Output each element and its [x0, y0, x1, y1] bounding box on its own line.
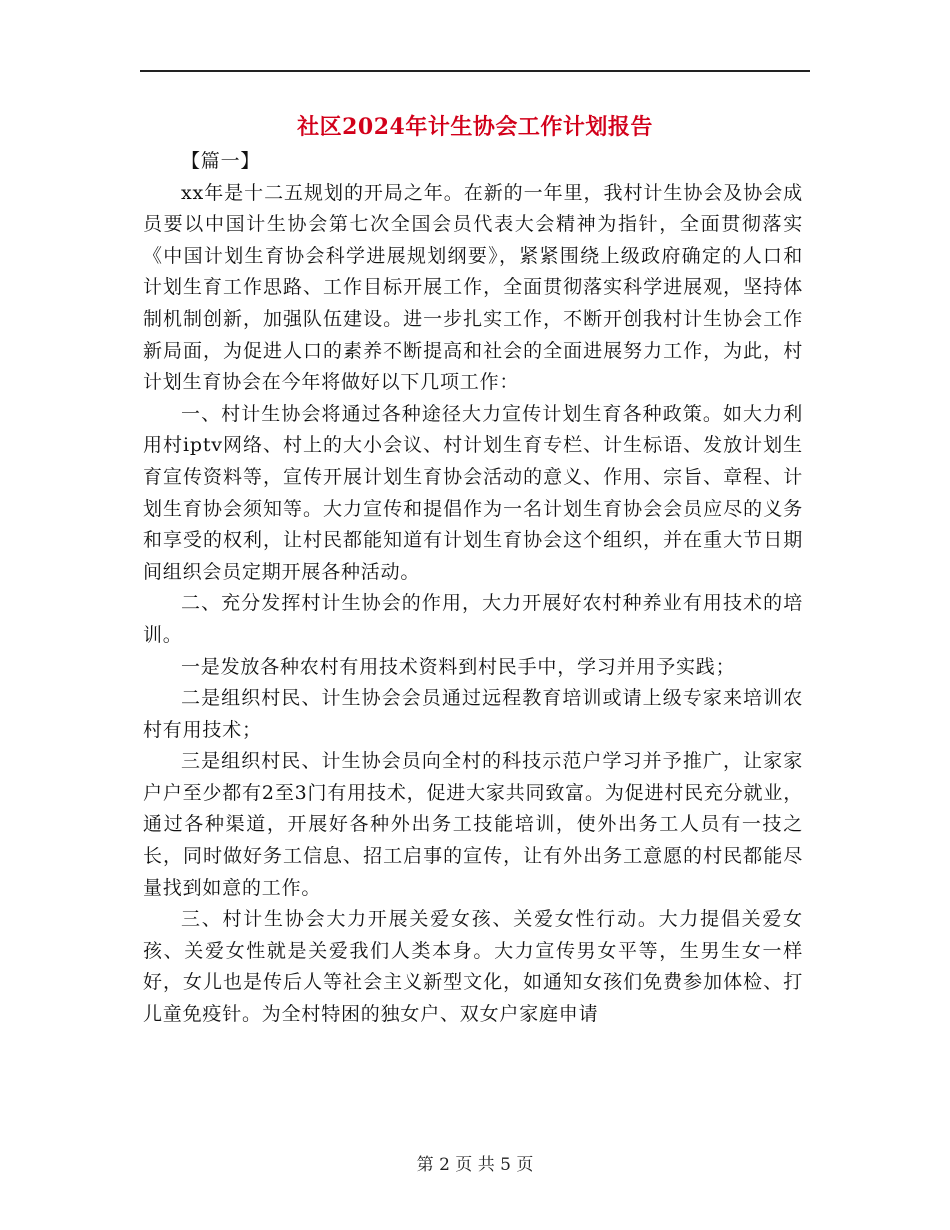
paragraph-subitem-1: 一是发放各种农村有用技术资料到村民手中，学习并用予实践；	[181, 655, 736, 678]
document-body	[143, 146, 803, 1031]
paragraph-item-1: 一、村计生协会将通过各种途径大力宣传计划生育各种政策。如大力利用村iptv网络、村上的大小会议、村计划生育专栏、计生标语、发放计划生育宣传资料等，宣传开展计划生育协会活动的意义、作用、宗旨、章程、计划生育协会须知等。大力宣传和提倡作为一名计划生育协会会员应尽的义务和享受的权利，让村民都能知道有计划生育协会这个组织，并在重大节日期间组织会员定期开展各种活动。	[143, 402, 803, 583]
paragraph-item-3: 三、村计生协会大力开展关爱女孩、关爱女性行动。大力提倡关爱女孩、关爱女性就是关爱我们人类本身。大力宣传男女平等，生男生女一样好，女儿也是传后人等社会主义新型文化，如通知女孩们免费参加体检、打儿童免疫针。为全村特困的独女户、双女户家庭申请	[143, 908, 803, 1026]
paragraph-intro: xx年是十二五规划的开局之年。在新的一年里，我村计生协会及协会成员要以中国计生协会第七次全国会员代表大会精神为指针，全面贯彻落实《中国计划生育协会科学进展规划纲要》，紧紧围绕上级政府确定的人口和计划生育工作思路、工作目标开展工作，全面贯彻落实科学进展观，坚持体制机制创新，加强队伍建设。进一步扎实工作，不断开创我村计生协会工作新局面，为促进人口的素养不断提高和社会的全面进展努力工作，为此，村计划生育协会在今年将做好以下几项工作：	[143, 181, 803, 394]
header-rule	[140, 70, 810, 72]
section-heading: 【篇一】	[181, 150, 261, 172]
paragraph-subitem-2: 二是组织村民、计生协会会员通过远程教育培训或请上级专家来培训农村有用技术；	[143, 687, 803, 741]
paragraph-subitem-3: 三是组织村民、计生协会员向全村的科技示范户学习并予推广，让家家户户至少都有2至3门有用技术，促进大家共同致富。为促进村民充分就业，通过各种渠道，开展好各种外出务工技能培训，使外出务工人员有一技之长，同时做好务工信息、招工启事的宣传，让有外出务工意愿的村民都能尽量找到如意的工作。	[143, 750, 803, 899]
document-title: 社区2024年计生协会工作计划报告	[297, 114, 653, 140]
page-number: 第 2 页 共 5 页	[416, 1155, 534, 1175]
paragraph-item-2: 二、充分发挥村计生协会的作用，大力开展好农村种养业有用技术的培训。	[143, 592, 803, 646]
